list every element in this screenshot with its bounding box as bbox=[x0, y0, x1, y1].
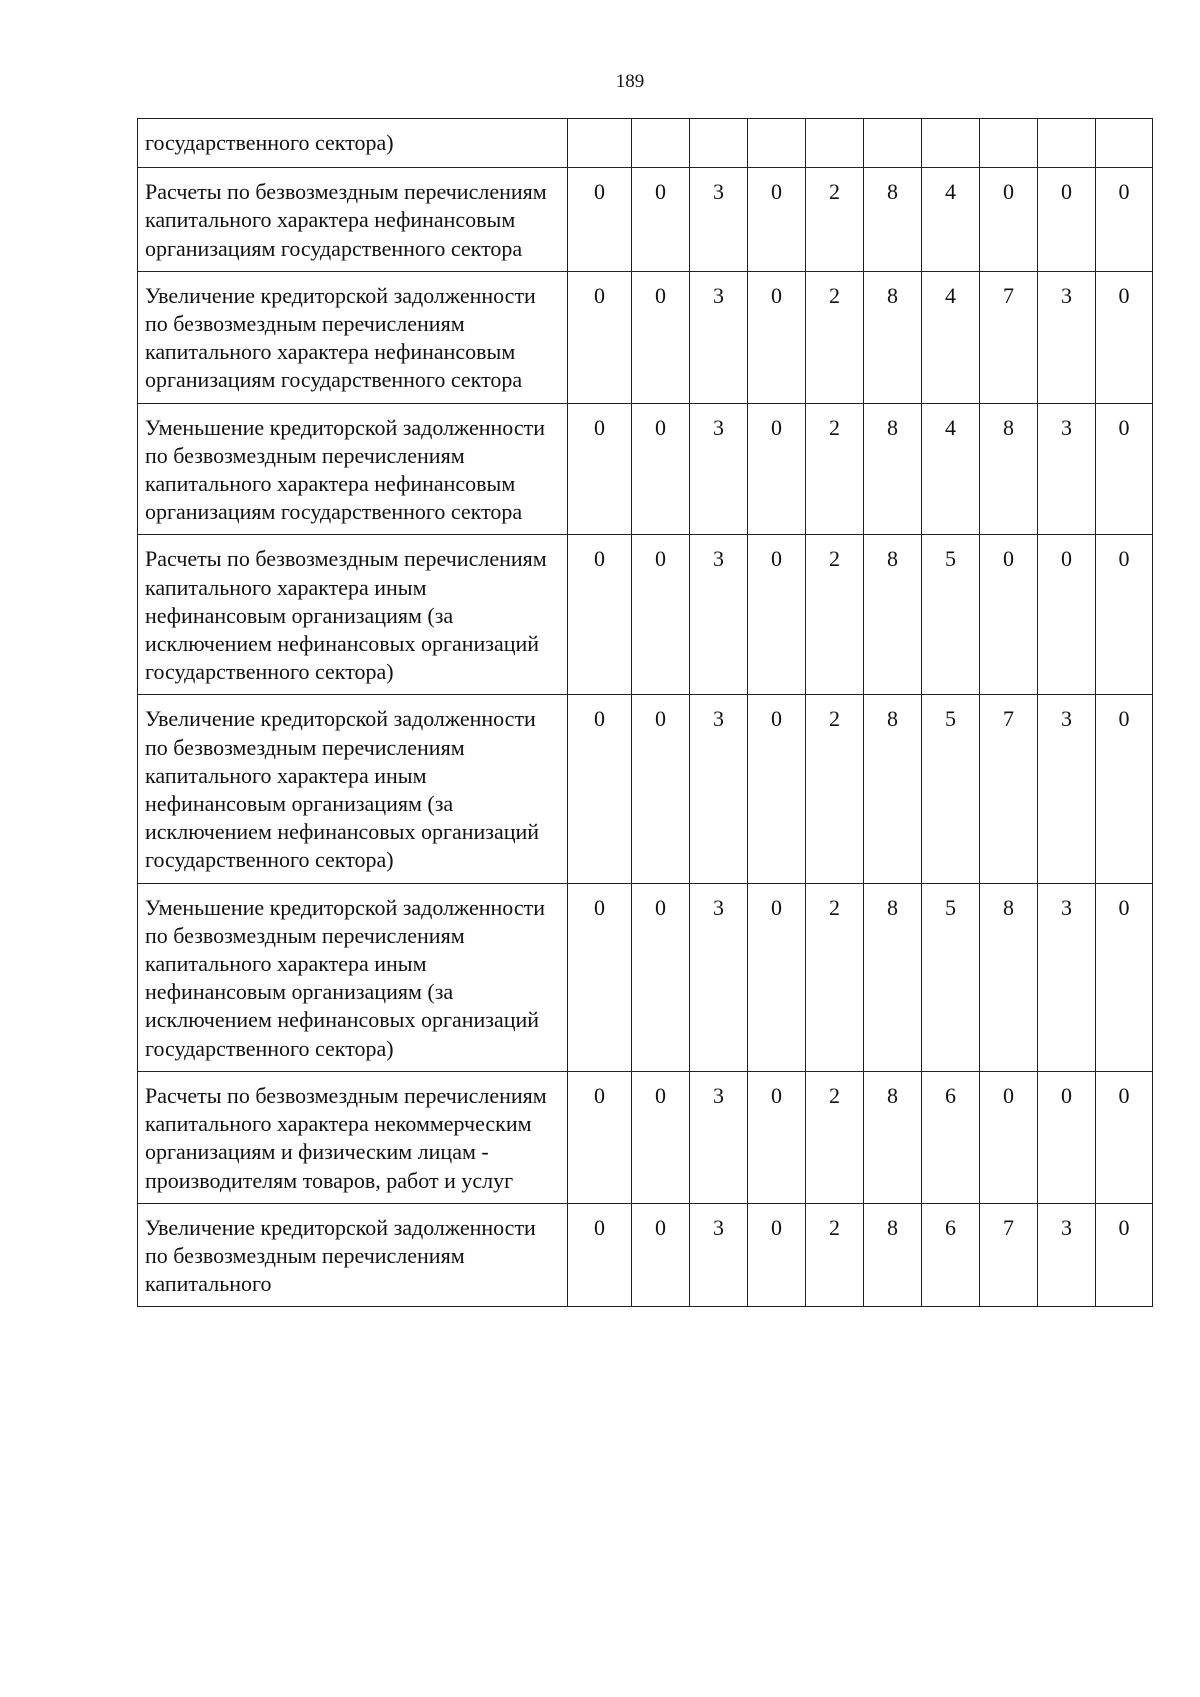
table-row bbox=[138, 271, 1153, 403]
code-digit-cell: 8 bbox=[864, 271, 922, 403]
table-row bbox=[138, 403, 1153, 535]
code-digit-cell bbox=[864, 119, 922, 168]
code-digit-cell: 0 bbox=[568, 695, 632, 883]
code-digit-cell: 2 bbox=[806, 883, 864, 1071]
code-digit-cell: 0 bbox=[632, 271, 690, 403]
code-digit-cell: 0 bbox=[748, 271, 806, 403]
code-digit-cell: 0 bbox=[748, 883, 806, 1071]
row-description: государственного сектора) bbox=[138, 119, 568, 168]
code-digit-cell: 8 bbox=[980, 883, 1038, 1071]
code-digit-cell bbox=[568, 119, 632, 168]
code-digit-cell: 0 bbox=[980, 168, 1038, 272]
code-digit-cell bbox=[748, 119, 806, 168]
code-digit-cell: 8 bbox=[864, 1203, 922, 1307]
code-digit-cell bbox=[632, 119, 690, 168]
code-digit-cell: 8 bbox=[864, 695, 922, 883]
code-digit-cell bbox=[1038, 119, 1096, 168]
code-digit-cell: 0 bbox=[748, 168, 806, 272]
code-digit-cell: 8 bbox=[864, 883, 922, 1071]
code-digit-cell bbox=[980, 119, 1038, 168]
code-digit-cell: 8 bbox=[864, 168, 922, 272]
code-digit-cell: 3 bbox=[1038, 883, 1096, 1071]
code-digit-cell: 2 bbox=[806, 1203, 864, 1307]
code-digit-cell: 0 bbox=[632, 403, 690, 535]
code-digit-cell: 0 bbox=[1096, 695, 1153, 883]
code-digit-cell: 0 bbox=[748, 403, 806, 535]
code-digit-cell: 0 bbox=[1038, 168, 1096, 272]
code-digit-cell: 8 bbox=[980, 403, 1038, 535]
code-digit-cell: 3 bbox=[1038, 271, 1096, 403]
code-digit-cell: 3 bbox=[1038, 695, 1096, 883]
row-description: Увеличение кредиторской задолженности по безвозмездным перечислениям капитального характера нефинансовым организациям государственного сектора bbox=[138, 271, 568, 403]
code-digit-cell: 5 bbox=[922, 535, 980, 695]
code-digit-cell: 0 bbox=[568, 535, 632, 695]
code-digit-cell: 0 bbox=[568, 168, 632, 272]
code-digit-cell: 0 bbox=[748, 1203, 806, 1307]
code-digit-cell: 0 bbox=[568, 1071, 632, 1203]
code-digit-cell: 0 bbox=[1038, 1071, 1096, 1203]
code-digit-cell: 8 bbox=[864, 403, 922, 535]
code-digit-cell: 0 bbox=[980, 535, 1038, 695]
code-digit-cell: 0 bbox=[1096, 403, 1153, 535]
code-digit-cell: 7 bbox=[980, 695, 1038, 883]
table-row bbox=[138, 168, 1153, 272]
code-digit-cell: 5 bbox=[922, 695, 980, 883]
code-digit-cell: 0 bbox=[1096, 271, 1153, 403]
code-digit-cell: 6 bbox=[922, 1203, 980, 1307]
code-digit-cell: 0 bbox=[1096, 168, 1153, 272]
code-digit-cell: 3 bbox=[690, 535, 748, 695]
code-digit-cell: 0 bbox=[748, 1071, 806, 1203]
code-digit-cell: 0 bbox=[632, 883, 690, 1071]
table-row bbox=[138, 119, 1153, 168]
code-digit-cell: 8 bbox=[864, 1071, 922, 1203]
code-digit-cell: 6 bbox=[922, 1071, 980, 1203]
code-digit-cell: 3 bbox=[690, 168, 748, 272]
code-digit-cell: 0 bbox=[568, 1203, 632, 1307]
table-row bbox=[138, 883, 1153, 1071]
row-description: Уменьшение кредиторской задолженности по безвозмездным перечислениям капитального характера иным нефинансовым организациям (за исключением нефинансовых организаций государственного сектора) bbox=[138, 883, 568, 1071]
code-digit-cell: 7 bbox=[980, 1203, 1038, 1307]
row-description: Расчеты по безвозмездным перечислениям капитального характера некоммерческим организациям и физическим лицам - производителям товаров, работ и услуг bbox=[138, 1071, 568, 1203]
code-digit-cell: 0 bbox=[632, 535, 690, 695]
code-digit-cell: 2 bbox=[806, 695, 864, 883]
row-description: Увеличение кредиторской задолженности по безвозмездным перечислениям капитального bbox=[138, 1203, 568, 1307]
table-row bbox=[138, 1071, 1153, 1203]
code-digit-cell: 2 bbox=[806, 168, 864, 272]
row-description: Расчеты по безвозмездным перечислениям капитального характера нефинансовым организациям государственного сектора bbox=[138, 168, 568, 272]
code-digit-cell: 0 bbox=[1096, 883, 1153, 1071]
code-digit-cell: 3 bbox=[1038, 403, 1096, 535]
table-row bbox=[138, 695, 1153, 883]
budget-code-table bbox=[137, 118, 1153, 1307]
code-digit-cell: 0 bbox=[748, 695, 806, 883]
table-row bbox=[138, 1203, 1153, 1307]
page-number: 189 bbox=[615, 71, 645, 92]
code-digit-cell bbox=[1096, 119, 1153, 168]
code-digit-cell bbox=[922, 119, 980, 168]
code-digit-cell: 3 bbox=[690, 271, 748, 403]
code-digit-cell: 4 bbox=[922, 271, 980, 403]
code-digit-cell: 0 bbox=[632, 1203, 690, 1307]
code-digit-cell: 2 bbox=[806, 1071, 864, 1203]
code-digit-cell: 3 bbox=[690, 883, 748, 1071]
code-digit-cell: 2 bbox=[806, 535, 864, 695]
code-digit-cell: 2 bbox=[806, 271, 864, 403]
code-digit-cell: 4 bbox=[922, 403, 980, 535]
code-digit-cell: 8 bbox=[864, 535, 922, 695]
code-digit-cell: 0 bbox=[632, 168, 690, 272]
code-digit-cell bbox=[690, 119, 748, 168]
code-digit-cell: 0 bbox=[632, 1071, 690, 1203]
code-digit-cell: 4 bbox=[922, 168, 980, 272]
row-description: Расчеты по безвозмездным перечислениям капитального характера иным нефинансовым организациям (за исключением нефинансовых организаций государственного сектора) bbox=[138, 535, 568, 695]
table-row bbox=[138, 535, 1153, 695]
code-digit-cell: 0 bbox=[1038, 535, 1096, 695]
code-digit-cell bbox=[806, 119, 864, 168]
code-digit-cell: 0 bbox=[632, 695, 690, 883]
row-description: Увеличение кредиторской задолженности по безвозмездным перечислениям капитального характера иным нефинансовым организациям (за исключением нефинансовых организаций государственного сектора) bbox=[138, 695, 568, 883]
code-digit-cell: 2 bbox=[806, 403, 864, 535]
code-digit-cell: 0 bbox=[568, 403, 632, 535]
row-description: Уменьшение кредиторской задолженности по безвозмездным перечислениям капитального характера нефинансовым организациям государственного сектора bbox=[138, 403, 568, 535]
code-digit-cell: 0 bbox=[568, 271, 632, 403]
code-digit-cell: 0 bbox=[568, 883, 632, 1071]
code-digit-cell: 5 bbox=[922, 883, 980, 1071]
code-digit-cell: 0 bbox=[1096, 535, 1153, 695]
code-digit-cell: 0 bbox=[980, 1071, 1038, 1203]
code-digit-cell: 3 bbox=[690, 695, 748, 883]
code-digit-cell: 3 bbox=[1038, 1203, 1096, 1307]
code-digit-cell: 3 bbox=[690, 1203, 748, 1307]
code-digit-cell: 0 bbox=[1096, 1071, 1153, 1203]
code-digit-cell: 7 bbox=[980, 271, 1038, 403]
code-digit-cell: 0 bbox=[1096, 1203, 1153, 1307]
code-digit-cell: 3 bbox=[690, 1071, 748, 1203]
code-digit-cell: 3 bbox=[690, 403, 748, 535]
code-digit-cell: 0 bbox=[748, 535, 806, 695]
table-body bbox=[138, 119, 1153, 1307]
